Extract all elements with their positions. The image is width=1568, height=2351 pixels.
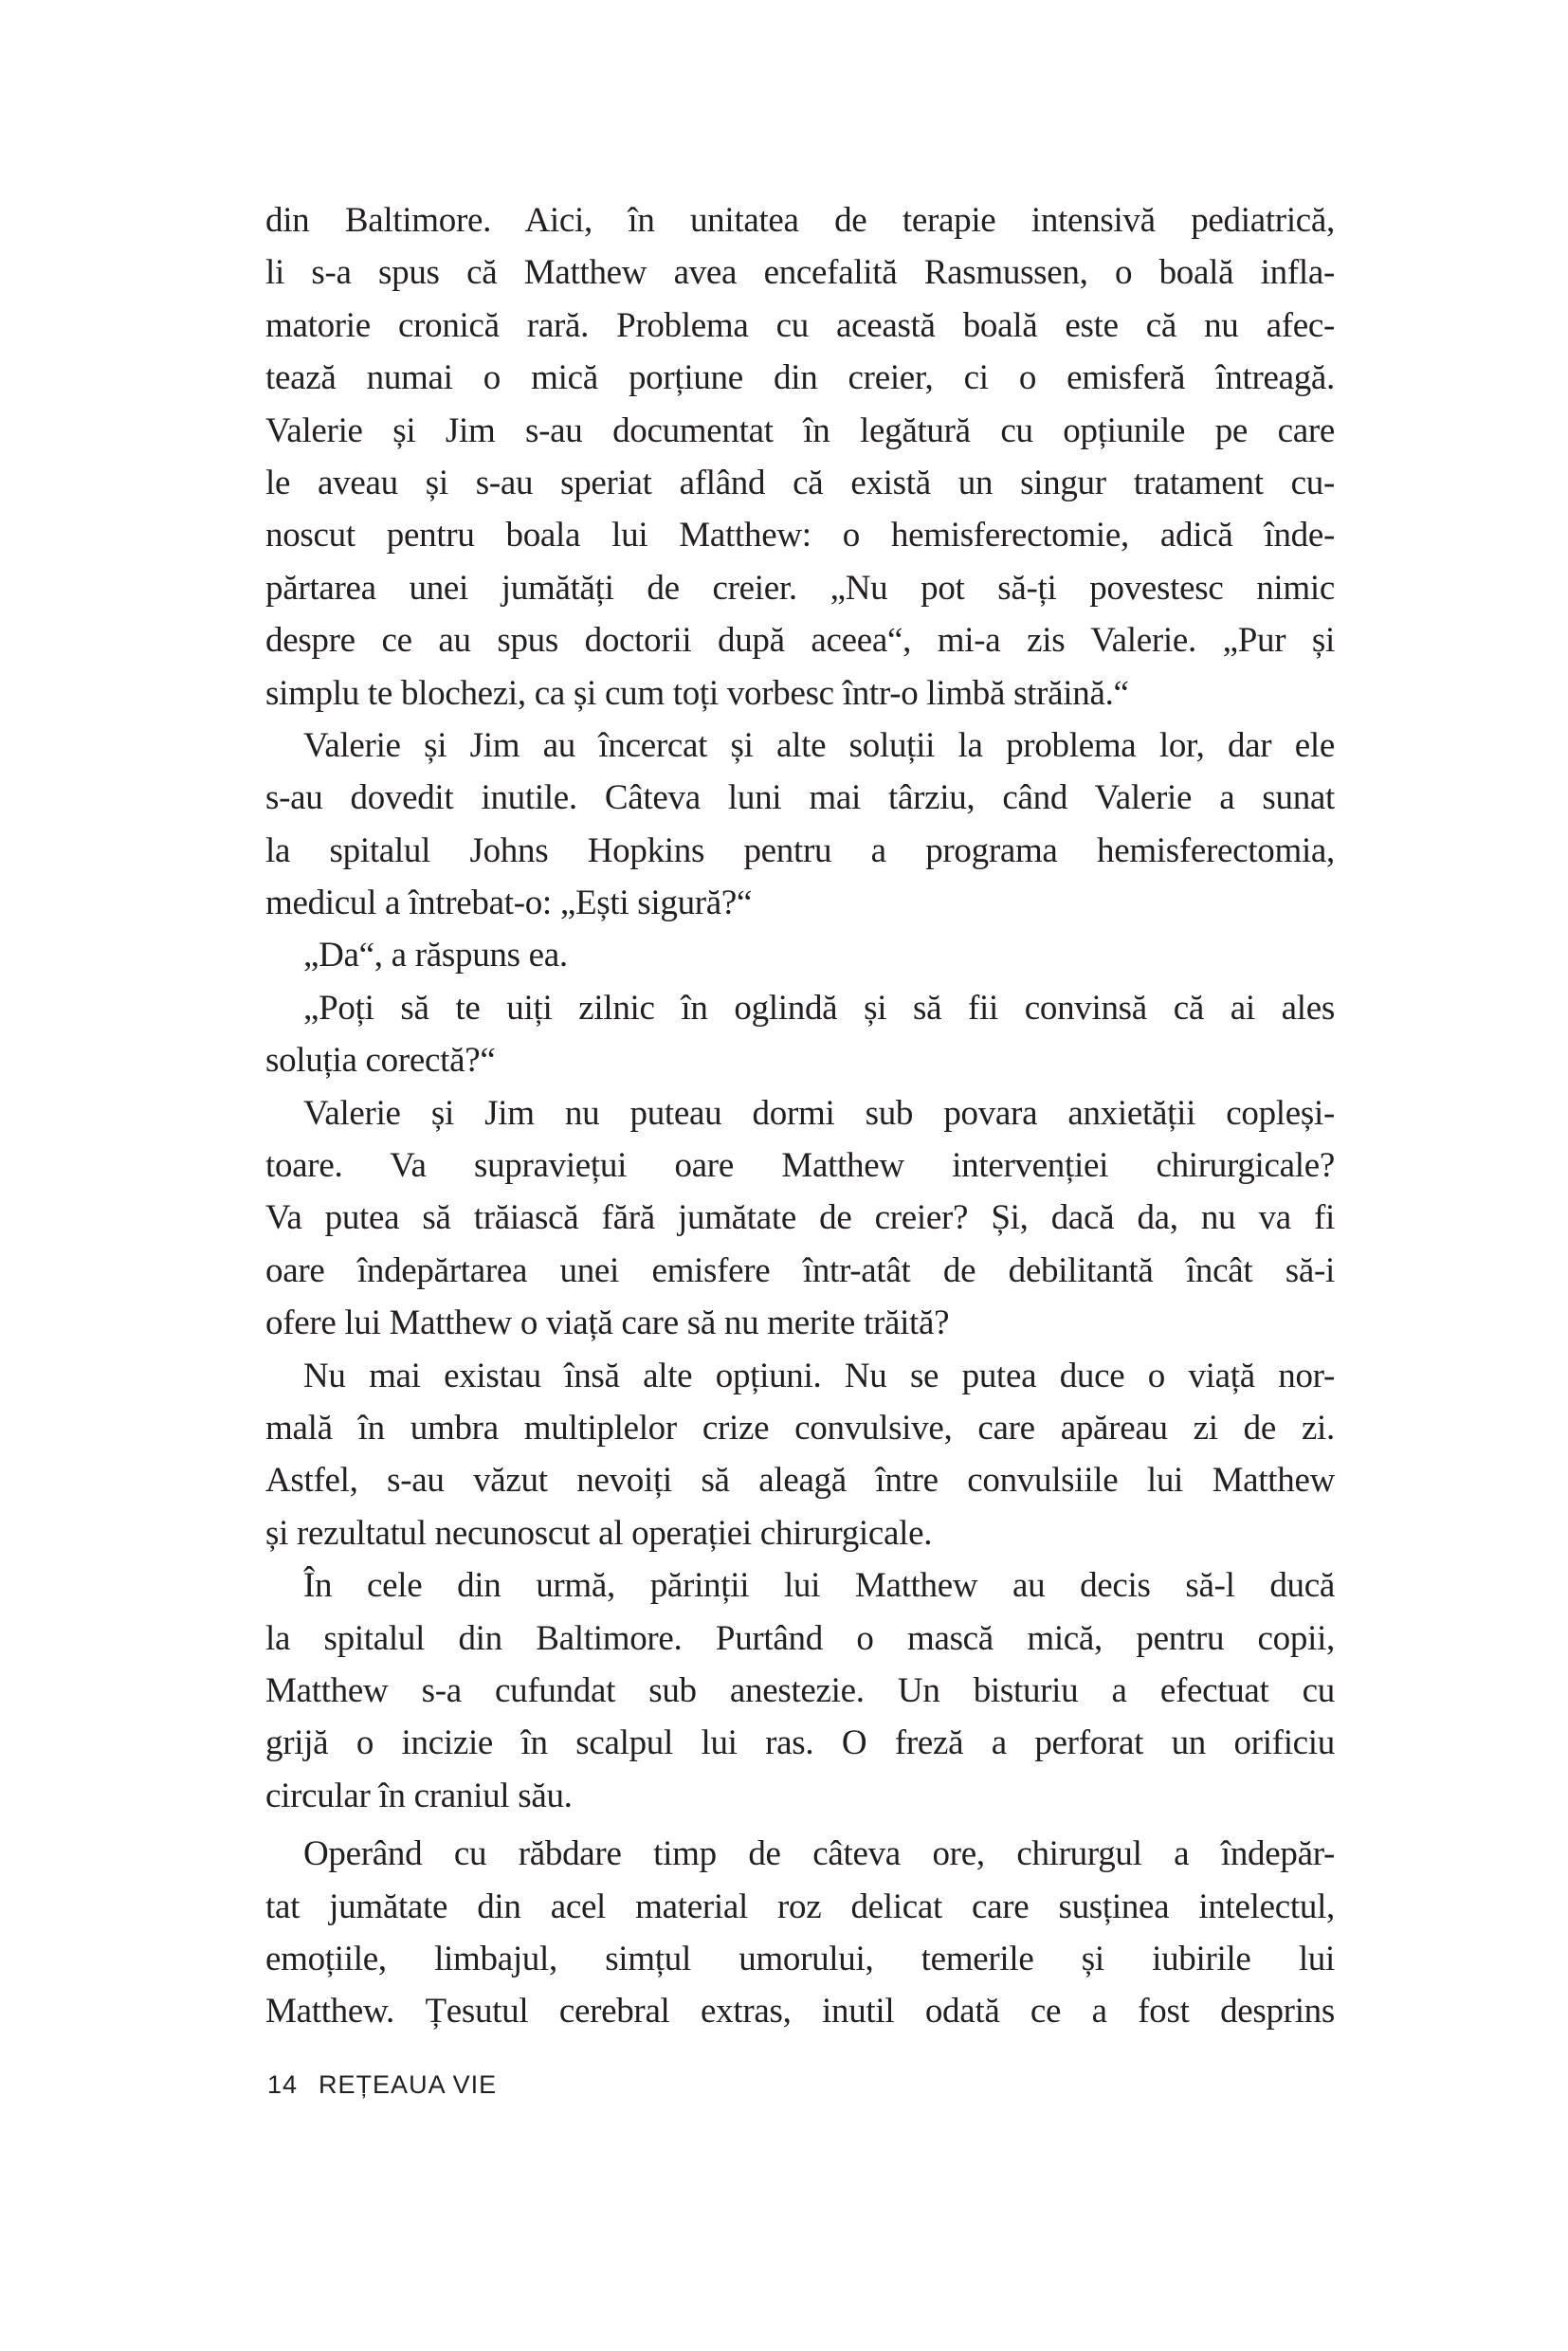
text-line: „Poți să te uiți zilnic în oglindă și să fii convinsă că ai ales bbox=[303, 988, 1335, 1028]
text-line: li s-a spus că Matthew avea encefalită Rasmussen, o boală infla- bbox=[265, 253, 1335, 293]
text-line: le aveau și s-au speriat aflând că există un singur tratament cu- bbox=[265, 463, 1335, 502]
page-footer bbox=[267, 2070, 518, 2100]
text-line: și rezultatul necunoscut al operației chirurgicale. bbox=[265, 1513, 933, 1553]
text-line: Astfel, s-au văzut nevoiți să aleagă între convulsiile lui Matthew bbox=[265, 1461, 1335, 1501]
text-line: Nu mai existau însă alte opțiuni. Nu se putea duce o viață nor- bbox=[303, 1356, 1335, 1395]
text-line: simplu te blochezi, ca și cum toți vorbesc într-o limbă străină.“ bbox=[265, 673, 1129, 713]
text-line: oare îndepărtarea unei emisfere într-atât de debilitantă încât să-i bbox=[265, 1250, 1335, 1290]
running-title: REȚEAUA VIE bbox=[319, 2070, 498, 2099]
text-line: ofere lui Matthew o viață care să nu merite trăită? bbox=[265, 1303, 950, 1343]
text-line: din Baltimore. Aici, în unitatea de terapie intensivă pediatrică, bbox=[265, 201, 1335, 240]
text-line: Valerie și Jim s-au documentat în legătură cu opțiunile pe care bbox=[265, 410, 1335, 450]
text-line: despre ce au spus doctorii după aceea“, mi-a zis Valerie. „Pur și bbox=[265, 621, 1335, 661]
text-line: mală în umbra multiplelor crize convulsive, care apăreau zi de zi. bbox=[265, 1408, 1335, 1448]
text-line: medicul a întrebat-o: „Ești sigură?“ bbox=[265, 884, 753, 923]
text-line: Matthew s-a cufundat sub anestezie. Un bisturiu a efectuat cu bbox=[265, 1670, 1335, 1710]
text-line: „Da“, a răspuns ea. bbox=[303, 936, 568, 975]
text-line: părtarea unei jumătăți de creier. „Nu pot să-ți povestesc nimic bbox=[265, 568, 1335, 608]
text-line: Valerie și Jim nu puteau dormi sub povara anxietății copleși- bbox=[303, 1093, 1335, 1133]
text-line: grijă o incizie în scalpul lui ras. O freză a perforat un orificiu bbox=[265, 1723, 1335, 1763]
text-line: Operând cu răbdare timp de câteva ore, chirurgul a îndepăr- bbox=[303, 1834, 1335, 1874]
text-line: noscut pentru boala lui Matthew: o hemisferectomie, adică înde- bbox=[265, 516, 1335, 556]
body-text bbox=[265, 194, 1335, 2038]
text-line: Valerie și Jim au încercat și alte soluții la problema lor, dar ele bbox=[303, 725, 1335, 765]
text-line: Va putea să trăiască fără jumătate de creier? Și, dacă da, nu va fi bbox=[265, 1198, 1335, 1238]
text-line: tează numai o mică porțiune din creier, ci o emisferă întreagă. bbox=[265, 358, 1335, 398]
text-line: Matthew. Țesutul cerebral extras, inutil odată ce a fost desprins bbox=[265, 1992, 1335, 2032]
text-line: circular în craniul său. bbox=[265, 1776, 573, 1815]
text-line: la spitalul Johns Hopkins pentru a programa hemisferectomia, bbox=[265, 830, 1335, 870]
text-line: soluția corectă?“ bbox=[265, 1041, 496, 1081]
text-line: matorie cronică rară. Problema cu această boală este că nu afec- bbox=[265, 305, 1335, 345]
text-line: tat jumătate din acel material roz delicat care susținea intelectul, bbox=[265, 1886, 1335, 1926]
text-line: la spitalul din Baltimore. Purtând o mască mică, pentru copii, bbox=[265, 1618, 1335, 1658]
page-number: 14 bbox=[267, 2070, 299, 2099]
text-line: toare. Va supraviețui oare Matthew intervenției chirurgicale? bbox=[265, 1146, 1335, 1186]
text-line: În cele din urmă, părinții lui Matthew au decis să-l ducă bbox=[303, 1566, 1335, 1606]
text-line: s-au dovedit inutile. Câteva luni mai târziu, când Valerie a sunat bbox=[265, 778, 1335, 818]
text-line: emoțiile, limbajul, simțul umorului, temerile și iubirile lui bbox=[265, 1939, 1335, 1978]
